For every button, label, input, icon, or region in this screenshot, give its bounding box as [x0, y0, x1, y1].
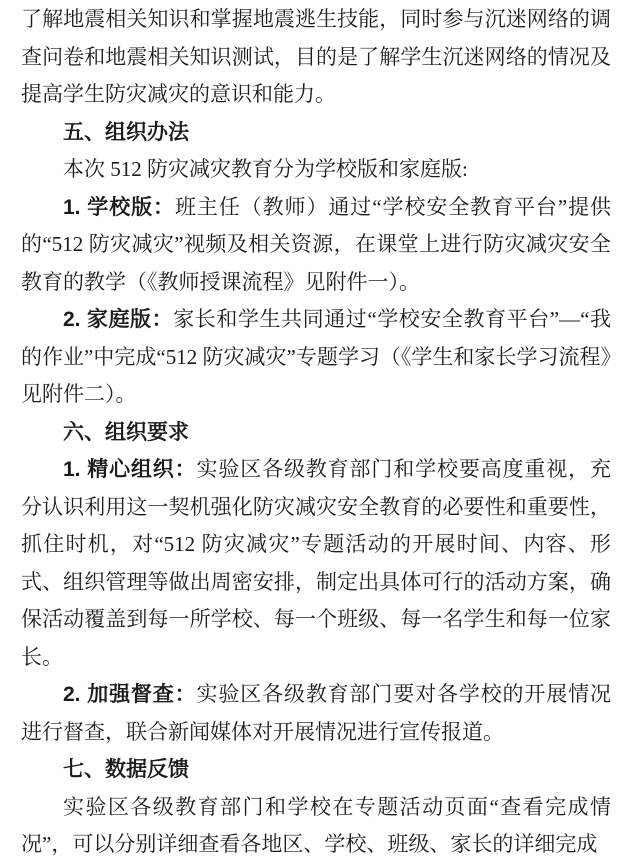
- paragraph-text: 班主任（教师）通过“学校安全教育平台”提供的“512 防灾减灾”视频及相关资源，在课堂上进行防灾减灾安全教育的教学（《教师授课流程》见附件一）。: [21, 194, 611, 294]
- paragraph-text: 了解地震相关知识和掌握地震逃生技能，同时参与沉迷网络的调查问卷和地震相关知识测试，目的是了解学生沉迷网络的情况及提高学生防灾减灾的意识和能力。: [21, 7, 611, 106]
- heading-text: 七、数据反馈: [63, 758, 189, 781]
- body-paragraph-school-edition: [21, 189, 611, 302]
- section-heading-organization-method: [21, 114, 611, 152]
- section-heading-organization-requirements: [21, 414, 611, 452]
- paragraph-text: 实验区各级教育部门和学校要高度重视，充分认识利用这一契机强化防灾减灾安全教育的必要性和重要性，抓住时机，对“512 防灾减灾”专题活动的开展时间、内容、形式、组织管理等做出周密安排，制定出具体可行的活动方案，确保活动覆盖到每一所学校、每一个班级、每一名学生和每一位家长。: [21, 457, 611, 669]
- body-paragraph-careful-organization: [21, 451, 611, 676]
- body-paragraph-strengthen-supervision: [21, 676, 611, 751]
- paragraph-text: 实验区各级教育部门要对各学校的开展情况进行督查，联合新闻媒体对开展情况进行宣传报道。: [21, 682, 611, 744]
- section-heading-data-feedback: [21, 751, 611, 789]
- bold-run: 1. 学校版：: [63, 195, 175, 219]
- body-paragraph: [21, 789, 611, 863]
- bold-run: 1. 精心组织：: [63, 458, 197, 481]
- bold-run: 2. 家庭版：: [63, 308, 174, 331]
- bold-run: 2. 加强督查：: [63, 683, 197, 706]
- heading-text: 五、组织办法: [63, 120, 189, 144]
- body-paragraph-family-edition: [21, 301, 611, 414]
- paragraph-text: 实验区各级教育部门和学校在专题活动页面“查看完成情况”，可以分别详细查看各地区、学校、班级、家长的详细完成: [21, 794, 611, 856]
- body-paragraph: [21, 1, 611, 114]
- paragraph-text: 家长和学生共同通过“学校安全教育平台”—“我的作业”中完成“512 防灾减灾”专题学习（《学生和家长学习流程》见附件二）。: [21, 307, 611, 406]
- body-paragraph: [21, 151, 611, 189]
- paragraph-text: 本次 512 防灾减灾教育分为学校版和家庭版:: [63, 157, 468, 181]
- heading-text: 六、组织要求: [63, 420, 189, 444]
